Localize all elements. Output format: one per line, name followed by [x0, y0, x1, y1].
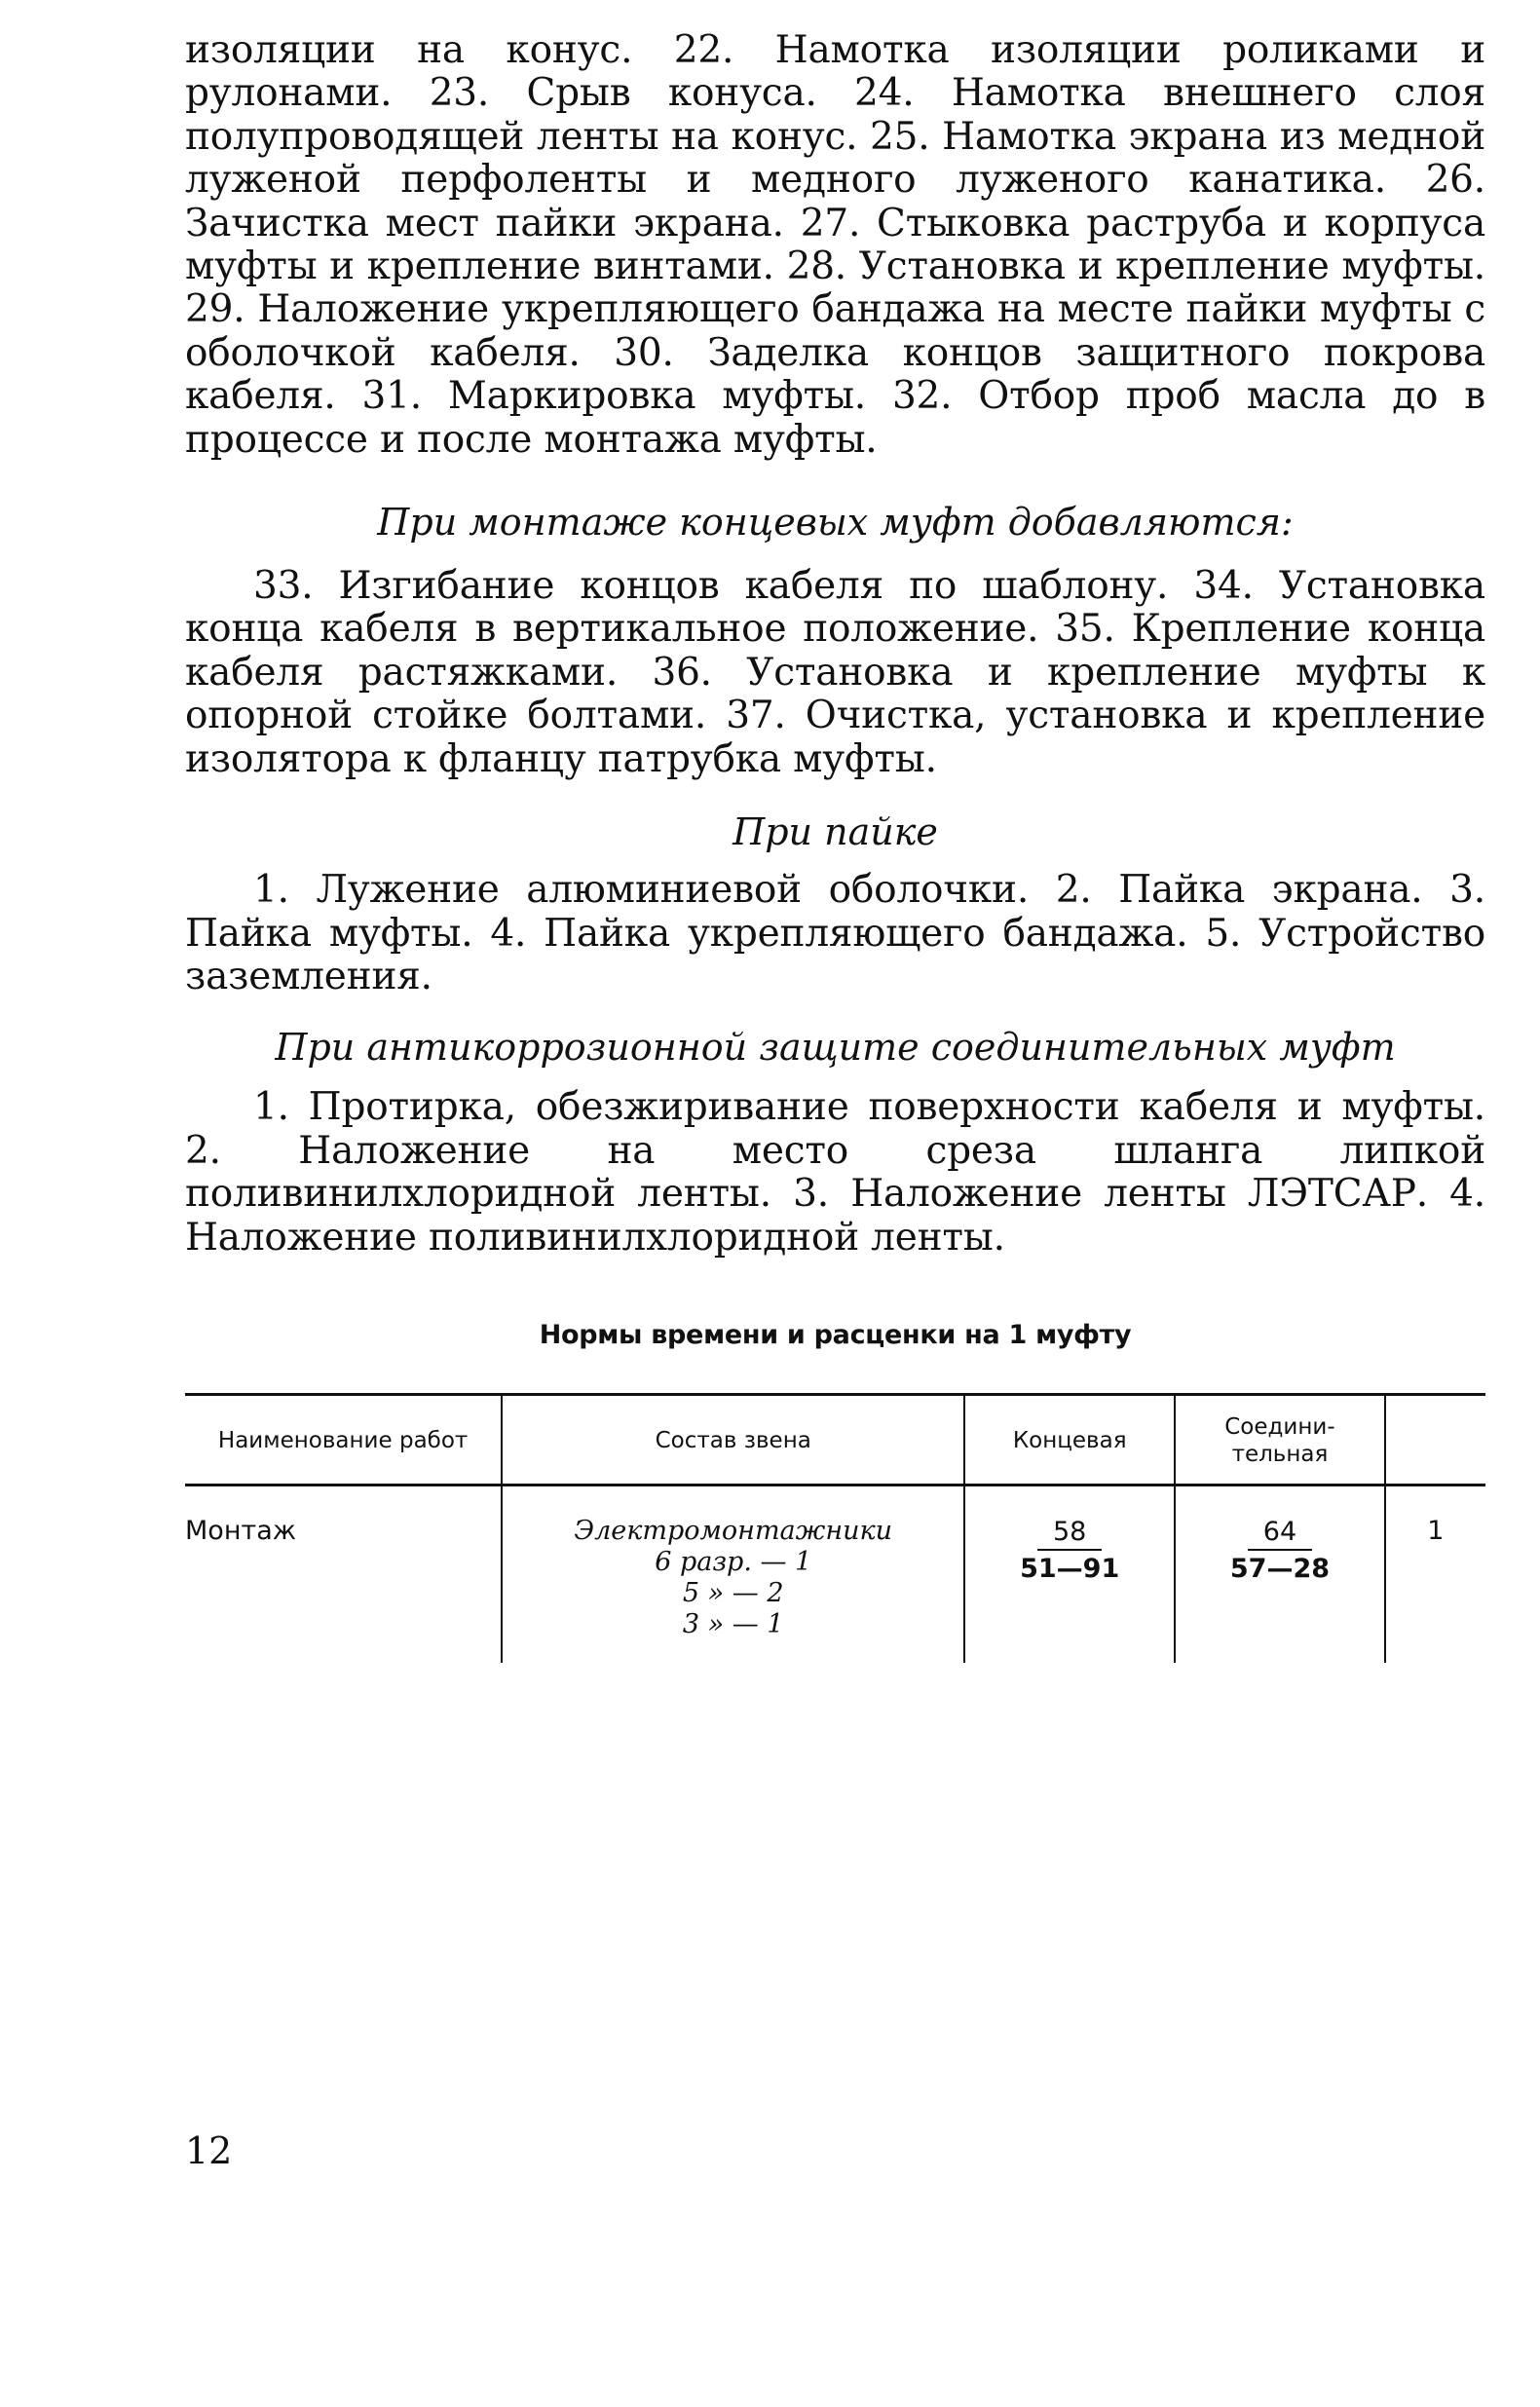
page-body: [185, 29, 1485, 1663]
header-crew: Состав звена: [502, 1394, 964, 1485]
paragraph-terminal-steps: 33. Изгибание концов кабеля по шаблону. 34. Установка конца кабеля в вертикальное положение. 35. Крепление конца кабеля растяжками. 36. Установка и крепление муфты к опорной стойке болтами. 37. Очистка, установка и крепление изолятора к фланцу патрубка муфты.: [185, 564, 1485, 781]
header-work-name: Наименование работ: [185, 1394, 502, 1485]
terminal-time: 58: [1037, 1516, 1102, 1551]
page-number: 12: [185, 2129, 233, 2172]
crew-line: 6 разр. — 1: [655, 1546, 812, 1577]
header-extra: [1385, 1394, 1485, 1485]
header-terminal: Концевая: [964, 1394, 1175, 1485]
crew-line: 3 » — 1: [682, 1608, 784, 1639]
cell-row-number: 1: [1385, 1485, 1485, 1663]
cell-crew: [502, 1485, 964, 1663]
crew-line: Электромонтажники: [574, 1515, 893, 1546]
paragraph-soldering-steps: 1. Лужение алюминиевой оболочки. 2. Пайка экрана. 3. Пайка муфты. 4. Пайка укрепляющего бандажа. 5. Устройство заземления.: [185, 868, 1485, 998]
connecting-rate: 57—28: [1229, 1553, 1331, 1584]
heading-soldering: При пайке: [732, 810, 938, 854]
header-connecting: Соедини-тельная: [1175, 1394, 1385, 1485]
norms-table: [185, 1393, 1485, 1663]
cell-connecting: [1175, 1485, 1385, 1663]
paragraph-anticorrosion-steps: 1. Протирка, обезжиривание поверхности кабеля и муфты. 2. Наложение на место среза шланга липкой поливинилхлоридной ленты. 3. Наложение ленты ЛЭТСАР. 4. Наложение поливинилхлоридной ленты.: [185, 1085, 1485, 1260]
terminal-rate: 51—91: [1020, 1553, 1120, 1584]
crew-line: 5 » — 2: [682, 1577, 784, 1608]
connecting-time: 64: [1248, 1516, 1312, 1551]
paragraph-assembly-steps: изоляции на конус. 22. Намотка изоляции роликами и рулонами. 23. Срыв конуса. 24. Намотка внешнего слоя полупроводящей ленты на конус. 25. Намотка экрана из медной луженой перфоленты и медного луженого канатика. 26. Зачистка мест пайки экрана. 27. Стыковка раструба и корпуса муфты и крепление винтами. 28. Установка и крепление муфты. 29. Наложение укрепляющего бандажа на месте пайки муфты с оболочкой кабеля. 30. Заделка концов защитного покрова кабеля. 31. Маркировка муфты. 32. Отбор проб масла до в процессе и после монтажа муфты.: [185, 28, 1485, 462]
heading-terminal-sleeves: При монтаже концевых муфт добавляются:: [377, 501, 1294, 545]
table-row: [185, 1485, 1485, 1663]
cell-work-name: Монтаж: [185, 1515, 297, 1546]
table-header-row: [185, 1394, 1485, 1485]
heading-anticorrosion: При антикоррозионной защите соединительных муфт: [275, 1026, 1396, 1070]
table-caption: Нормы времени и расценки на 1 муфту: [539, 1319, 1132, 1350]
cell-terminal: [964, 1485, 1175, 1663]
